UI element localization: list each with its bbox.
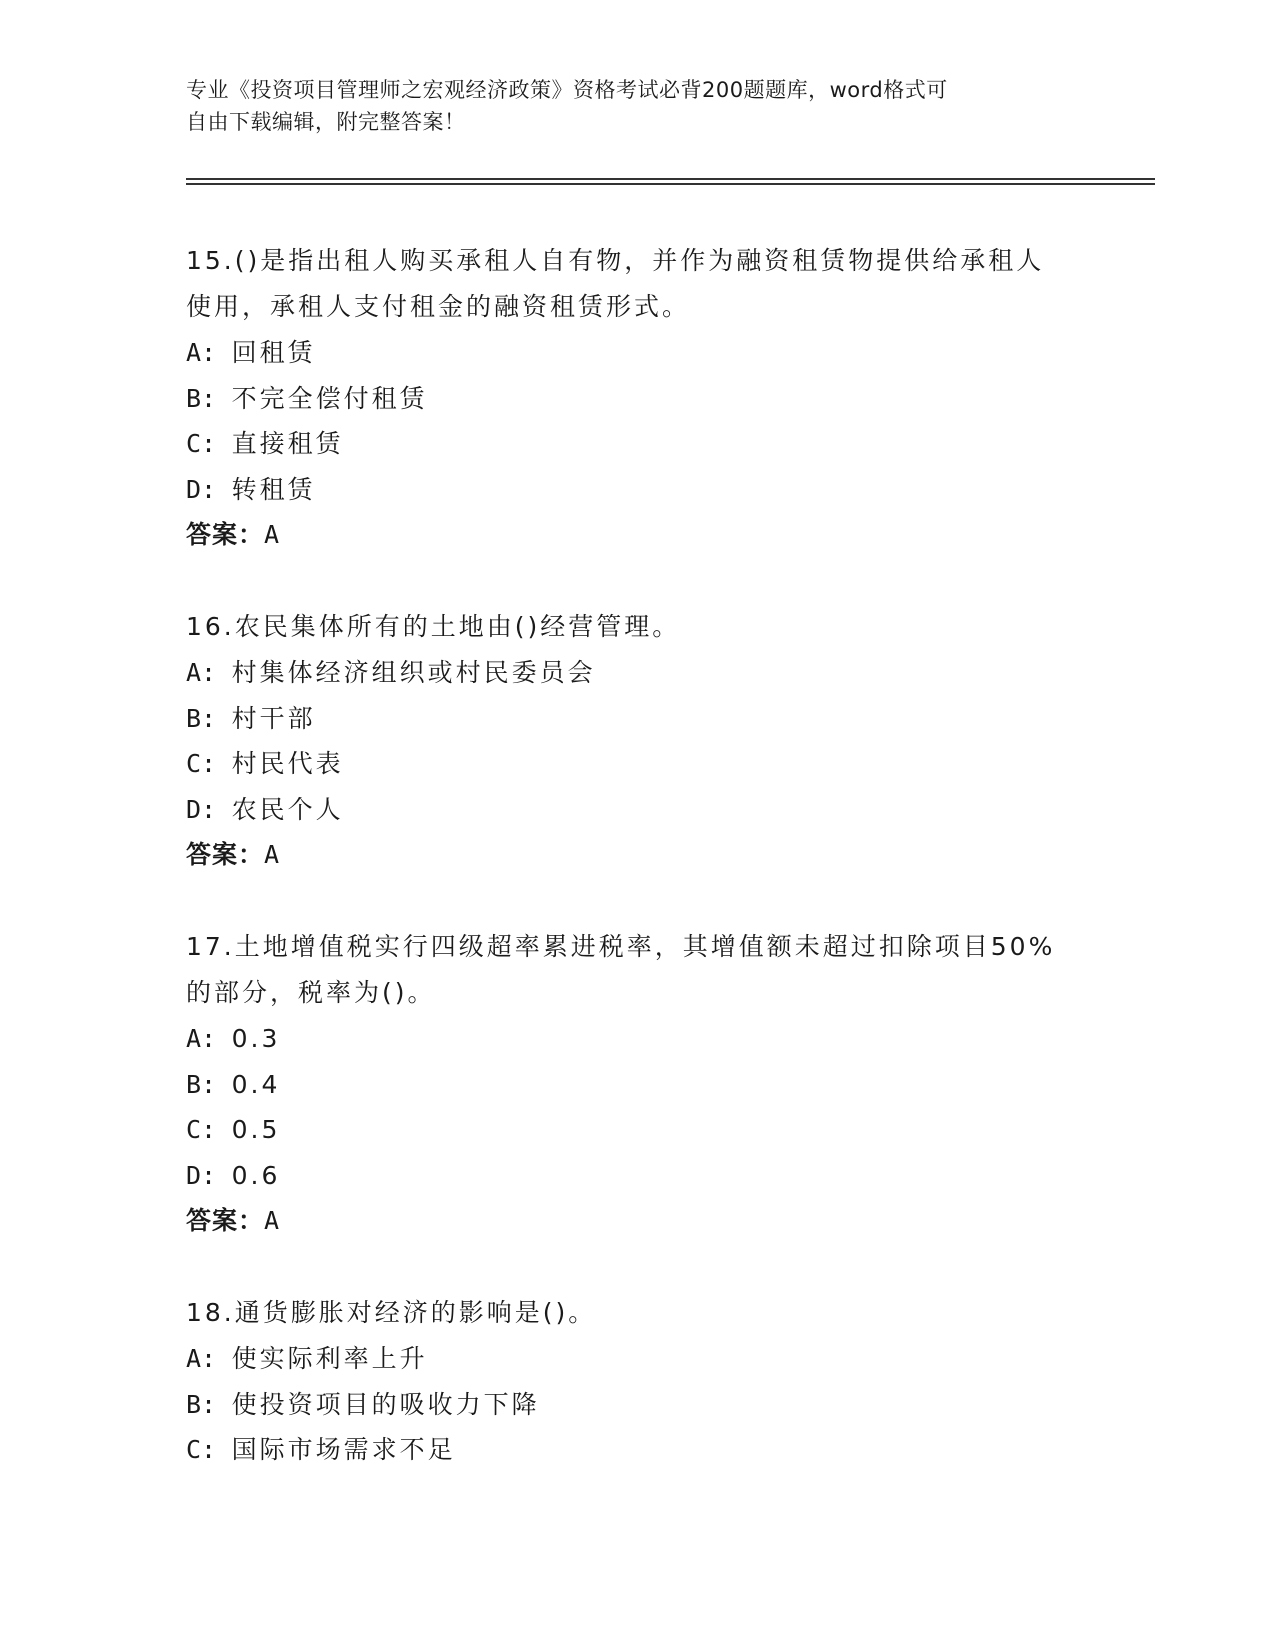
- answer-option: [186, 1062, 1086, 1108]
- option-spacer: [216, 1161, 232, 1190]
- option-key: A:: [186, 1344, 217, 1373]
- answer-option: [186, 741, 1086, 787]
- option-text: 国际市场需求不足: [231, 1435, 456, 1464]
- option-key: B:: [186, 703, 217, 733]
- option-text: 使实际利率上升: [231, 1344, 428, 1373]
- question-stem-line: 的部分，税率为()。: [186, 978, 436, 1007]
- header-line-1: 专业《投资项目管理师之宏观经济政策》资格考试必背200题题库，word格式可: [186, 78, 948, 102]
- answer-option: [186, 787, 1086, 833]
- header-line-2: 自由下载编辑，附完整答案！: [186, 110, 466, 134]
- option-text: 0.5: [231, 1115, 281, 1144]
- option-spacer: [216, 795, 232, 824]
- option-spacer: [216, 338, 232, 367]
- question-stem-line: 使用，承租人支付租金的融资租赁形式。: [186, 292, 691, 321]
- answer-value: A: [264, 520, 281, 549]
- option-spacer: [216, 384, 232, 413]
- answer-line: [186, 832, 1086, 878]
- answer-option: [186, 1427, 1086, 1473]
- option-spacer: [216, 429, 232, 458]
- option-key: A:: [186, 1024, 217, 1053]
- answer-option: [186, 650, 1086, 696]
- option-key: C:: [186, 1115, 217, 1144]
- option-text: 使投资项目的吸收力下降: [231, 1389, 540, 1419]
- option-key: B:: [186, 1389, 217, 1419]
- question-list: [186, 238, 1086, 1519]
- option-spacer: [216, 1344, 232, 1373]
- option-text: 农民个人: [231, 794, 344, 824]
- answer-option: [186, 421, 1086, 467]
- option-key: B:: [186, 383, 217, 413]
- document-header: [186, 74, 1086, 138]
- header-divider-bottom: [186, 183, 1155, 185]
- answer-value: A: [264, 840, 281, 869]
- answer-option: [186, 1382, 1086, 1428]
- answer-label: 答案：: [186, 840, 265, 869]
- question-stem-line: 18.通货膨胀对经济的影响是()。: [186, 1298, 597, 1327]
- option-text: 村民代表: [231, 749, 344, 778]
- option-key: C:: [186, 749, 217, 778]
- option-key: A:: [186, 658, 217, 687]
- option-key: D:: [186, 474, 217, 504]
- answer-line: [186, 512, 1086, 558]
- option-spacer: [216, 475, 232, 504]
- question-block: [186, 604, 1086, 878]
- option-key: B:: [186, 1069, 217, 1099]
- question-block: [186, 238, 1086, 558]
- answer-option: [186, 1016, 1086, 1062]
- answer-option: [186, 467, 1086, 513]
- option-spacer: [216, 1390, 232, 1419]
- option-text: 回租赁: [231, 338, 316, 367]
- option-text: 不完全偿付租赁: [231, 383, 428, 413]
- answer-line: [186, 1198, 1086, 1244]
- answer-option: [186, 1153, 1086, 1199]
- answer-option: [186, 376, 1086, 422]
- option-spacer: [216, 1024, 232, 1053]
- option-text: 0.3: [231, 1024, 281, 1053]
- answer-option: [186, 330, 1086, 376]
- option-spacer: [216, 1435, 232, 1464]
- question-stem-line: 15.()是指出租人购买承租人自有物，并作为融资租赁物提供给承租人: [186, 246, 1045, 275]
- answer-option: [186, 1336, 1086, 1382]
- option-text: 0.4: [231, 1069, 281, 1099]
- question-block: [186, 1290, 1086, 1473]
- question-stem-line: 17.土地增值税实行四级超率累进税率，其增值额未超过扣除项目50%: [186, 932, 1056, 961]
- option-spacer: [216, 704, 232, 733]
- question-stem-line: 16.农民集体所有的土地由()经营管理。: [186, 612, 681, 641]
- header-divider-top: [186, 178, 1155, 180]
- answer-option: [186, 696, 1086, 742]
- option-text: 直接租赁: [231, 429, 344, 458]
- option-key: A:: [186, 338, 217, 367]
- option-spacer: [216, 749, 232, 778]
- option-spacer: [216, 658, 232, 687]
- option-key: D:: [186, 794, 217, 824]
- answer-label: 答案：: [186, 520, 265, 549]
- option-spacer: [216, 1115, 232, 1144]
- option-key: D:: [186, 1160, 217, 1190]
- option-text: 村集体经济组织或村民委员会: [231, 658, 596, 687]
- question-block: [186, 924, 1086, 1244]
- answer-label: 答案：: [186, 1206, 265, 1235]
- option-text: 转租赁: [231, 474, 316, 504]
- option-key: C:: [186, 1435, 217, 1464]
- option-text: 村干部: [231, 703, 316, 733]
- option-key: C:: [186, 429, 217, 458]
- option-text: 0.6: [231, 1160, 281, 1190]
- answer-value: A: [264, 1206, 281, 1235]
- option-spacer: [216, 1070, 232, 1099]
- answer-option: [186, 1107, 1086, 1153]
